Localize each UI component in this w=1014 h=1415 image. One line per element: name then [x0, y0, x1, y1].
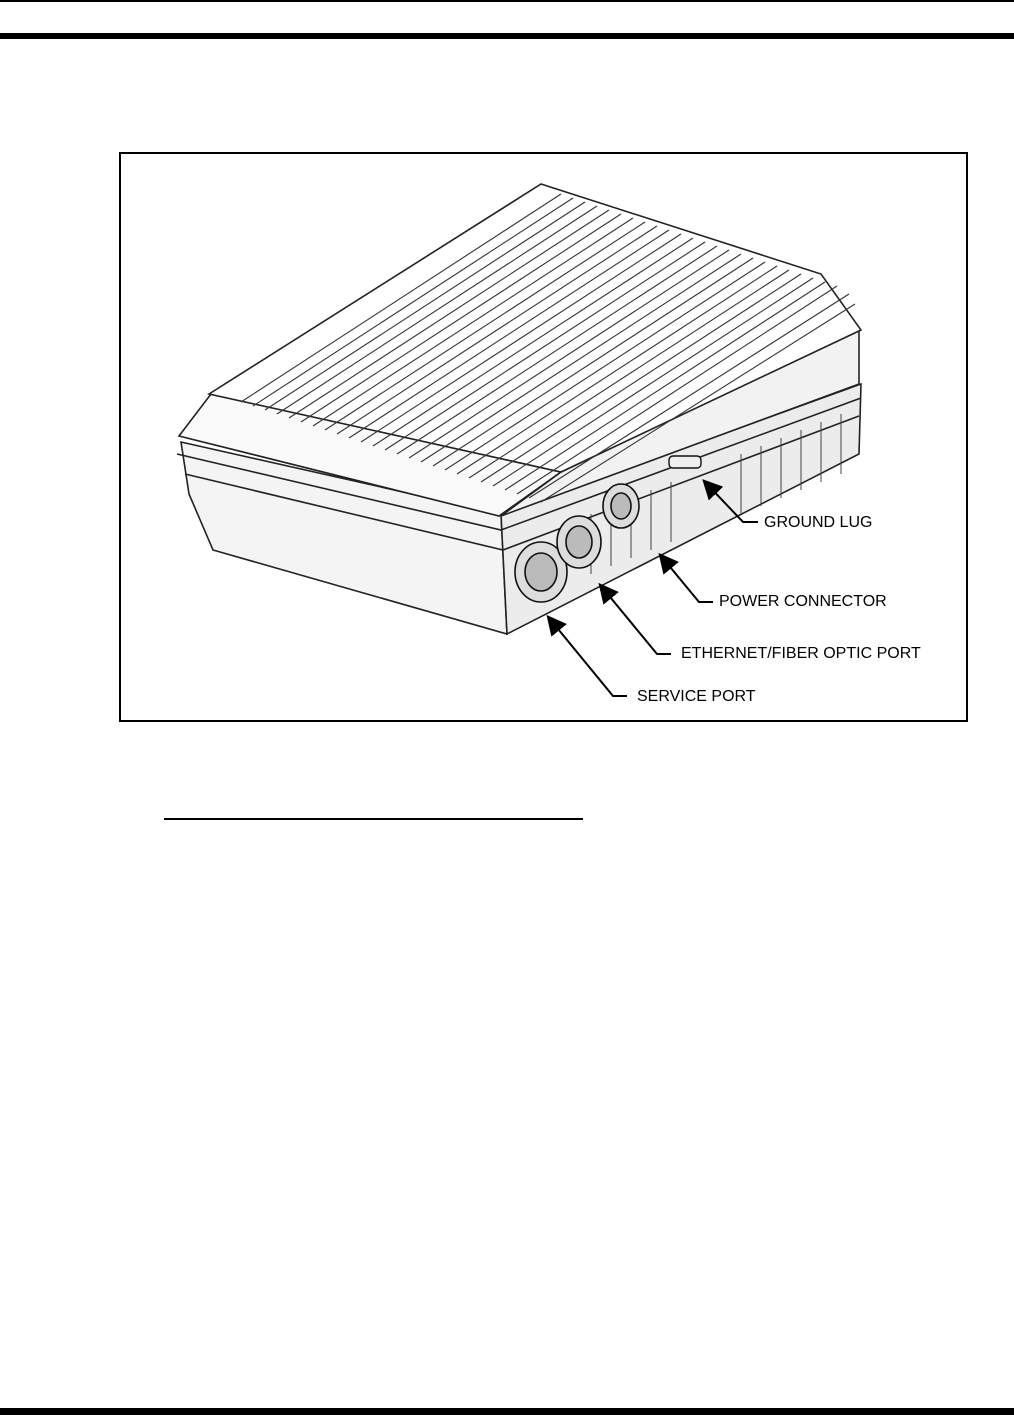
leader-ethernet-port — [601, 586, 671, 654]
ground-lug — [669, 456, 701, 468]
callout-service-port: SERVICE PORT — [637, 688, 756, 705]
footer-rule-thick — [0, 1408, 1014, 1415]
leader-service-port — [549, 618, 627, 696]
ethernet-port-connector — [557, 516, 601, 568]
underlined-heading-rule — [164, 818, 583, 820]
callout-ethernet-fiber-port: ETHERNET/FIBER OPTIC PORT — [681, 645, 921, 662]
figure-frame — [119, 152, 968, 722]
callout-ground-lug: GROUND LUG — [764, 514, 873, 531]
callout-power-connector: POWER CONNECTOR — [719, 593, 887, 610]
leader-power-connector — [661, 556, 713, 602]
header-rule-thin — [0, 0, 1014, 2]
enclosure-illustration — [121, 154, 966, 720]
header-rule-thick — [0, 33, 1014, 39]
power-connector — [603, 484, 639, 528]
